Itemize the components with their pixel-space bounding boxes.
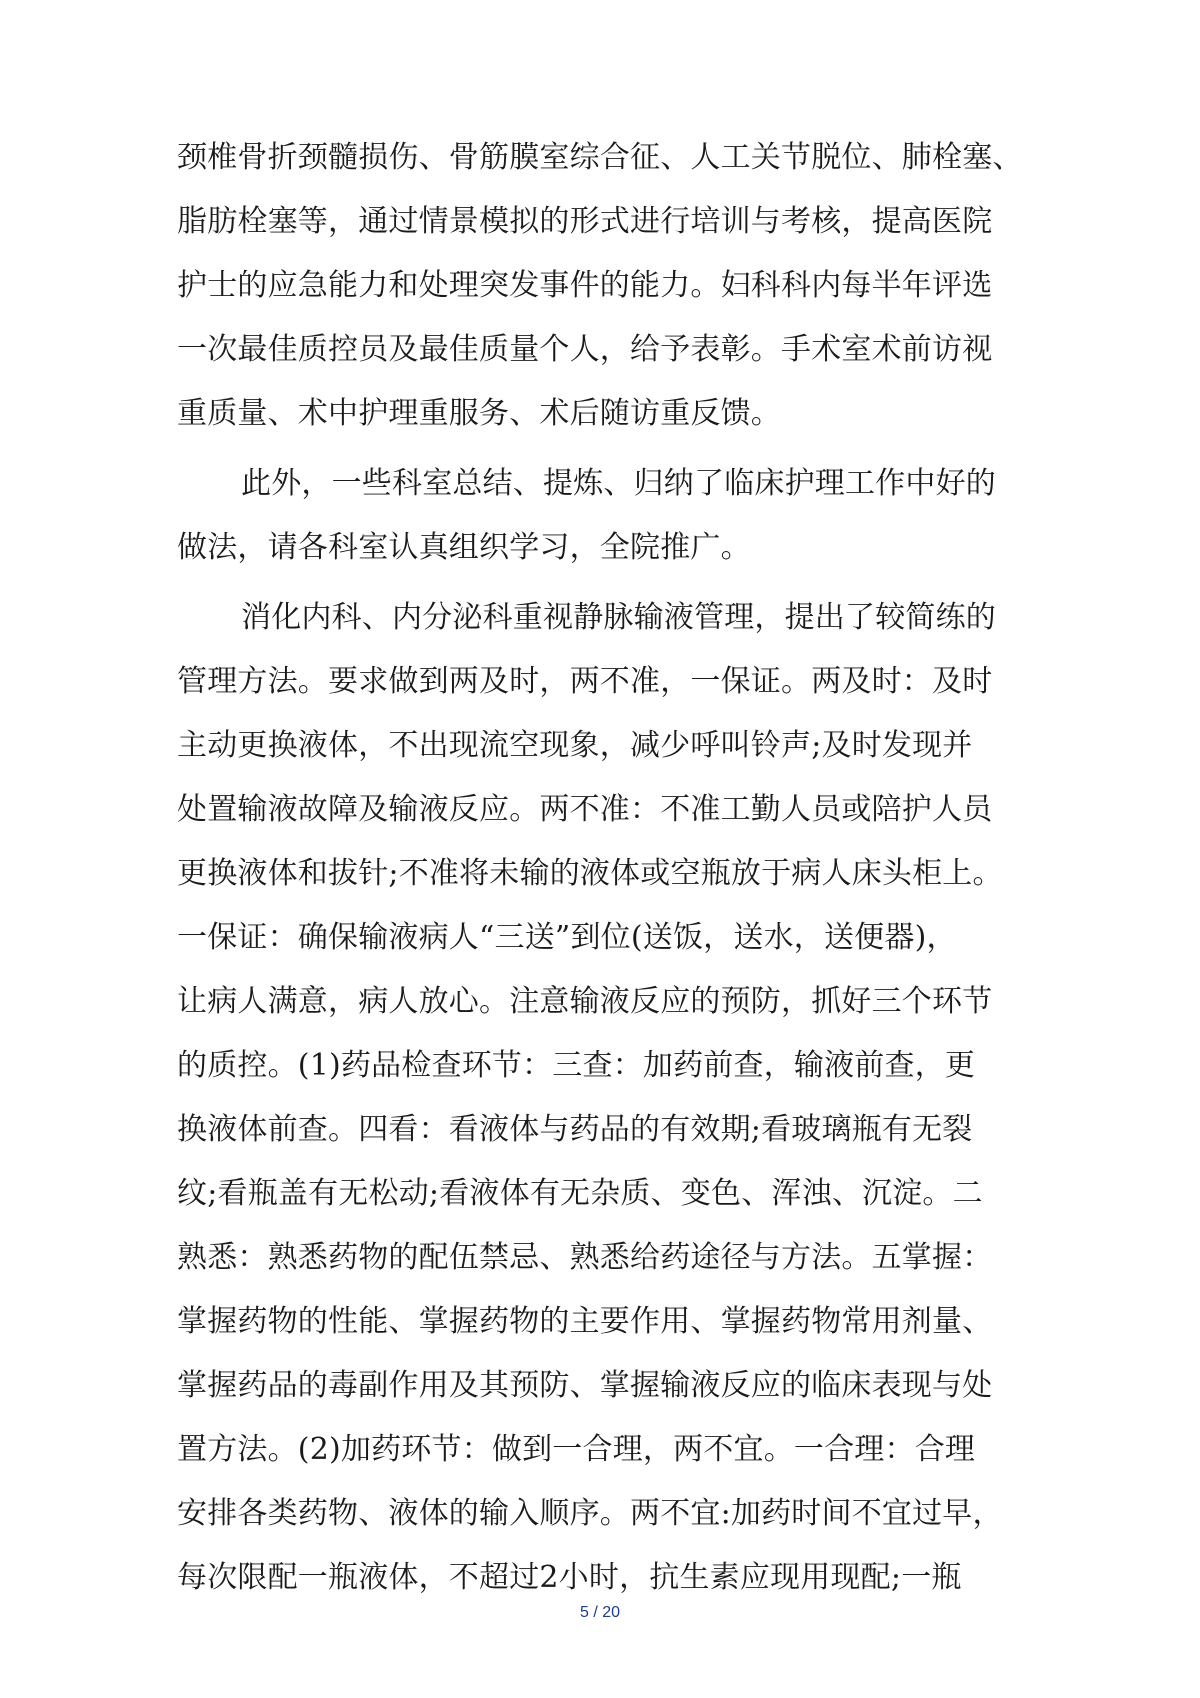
text-line: 掌握药物的性能、掌握药物的主要作用、掌握药物常用剂量、 — [177, 1304, 993, 1339]
text-line: 掌握药品的毒副作用及其预防、掌握输液反应的临床表现与处 — [177, 1368, 993, 1403]
text-line: 换液体前查。四看：看液体与药品的有效期;看玻璃瓶有无裂 — [177, 1112, 973, 1147]
text-line: 安排各类药物、液体的输入顺序。两不宜:加药时间不宜过早， — [177, 1496, 1003, 1531]
text-line: 处置输液故障及输液反应。两不准：不准工勤人员或陪护人员 — [177, 792, 993, 827]
text-line: 纹;看瓶盖有无松动;看液体有无杂质、变色、浑浊、沉淀。二 — [177, 1176, 983, 1211]
text-line: 每次限配一瓶液体，不超过2小时，抗生素应现用现配;一瓶 — [177, 1560, 962, 1595]
text-line: 脂肪栓塞等，通过情景模拟的形式进行培训与考核，提高医院 — [177, 204, 993, 239]
text-line: 管理方法。要求做到两及时，两不准，一保证。两及时：及时 — [177, 664, 993, 699]
text-line: 做法，请各科室认真组织学习，全院推广。 — [177, 530, 751, 565]
page-number: 5 / 20 — [579, 1604, 621, 1621]
text-line: 主动更换液体，不出现流空现象，减少呼叫铃声;及时发现并 — [177, 728, 973, 763]
body-text — [177, 126, 1037, 1610]
text-line: 此外，一些科室总结、提炼、归纳了临床护理工作中好的 — [241, 466, 996, 501]
text-line: 更换液体和拔针;不准将未输的液体或空瓶放于病人床头柜上。 — [177, 856, 1003, 891]
text-line: 颈椎骨折颈髓损伤、骨筋膜室综合征、人工关节脱位、肺栓塞、 — [177, 140, 1023, 175]
text-line: 重质量、术中护理重服务、术后随访重反馈。 — [177, 396, 781, 431]
text-line: 一保证：确保输液病人“三送”到位(送饭，送水，送便器)， — [177, 920, 957, 955]
text-line: 让病人满意，病人放心。注意输液反应的预防，抓好三个环节 — [177, 984, 993, 1019]
text-line: 熟悉：熟悉药物的配伍禁忌、熟悉给药途径与方法。五掌握： — [177, 1240, 993, 1275]
text-line: 的质控。(1)药品检查环节：三查：加药前查，输液前查，更 — [177, 1048, 976, 1083]
text-line: 护士的应急能力和处理突发事件的能力。妇科科内每半年评选 — [177, 268, 993, 303]
text-line: 一次最佳质控员及最佳质量个人，给予表彰。手术室术前访视 — [177, 332, 993, 367]
text-line: 消化内科、内分泌科重视静脉输液管理，提出了较简练的 — [241, 600, 996, 635]
text-line: 置方法。(2)加药环节：做到一合理，两不宜。一合理：合理 — [177, 1432, 976, 1467]
